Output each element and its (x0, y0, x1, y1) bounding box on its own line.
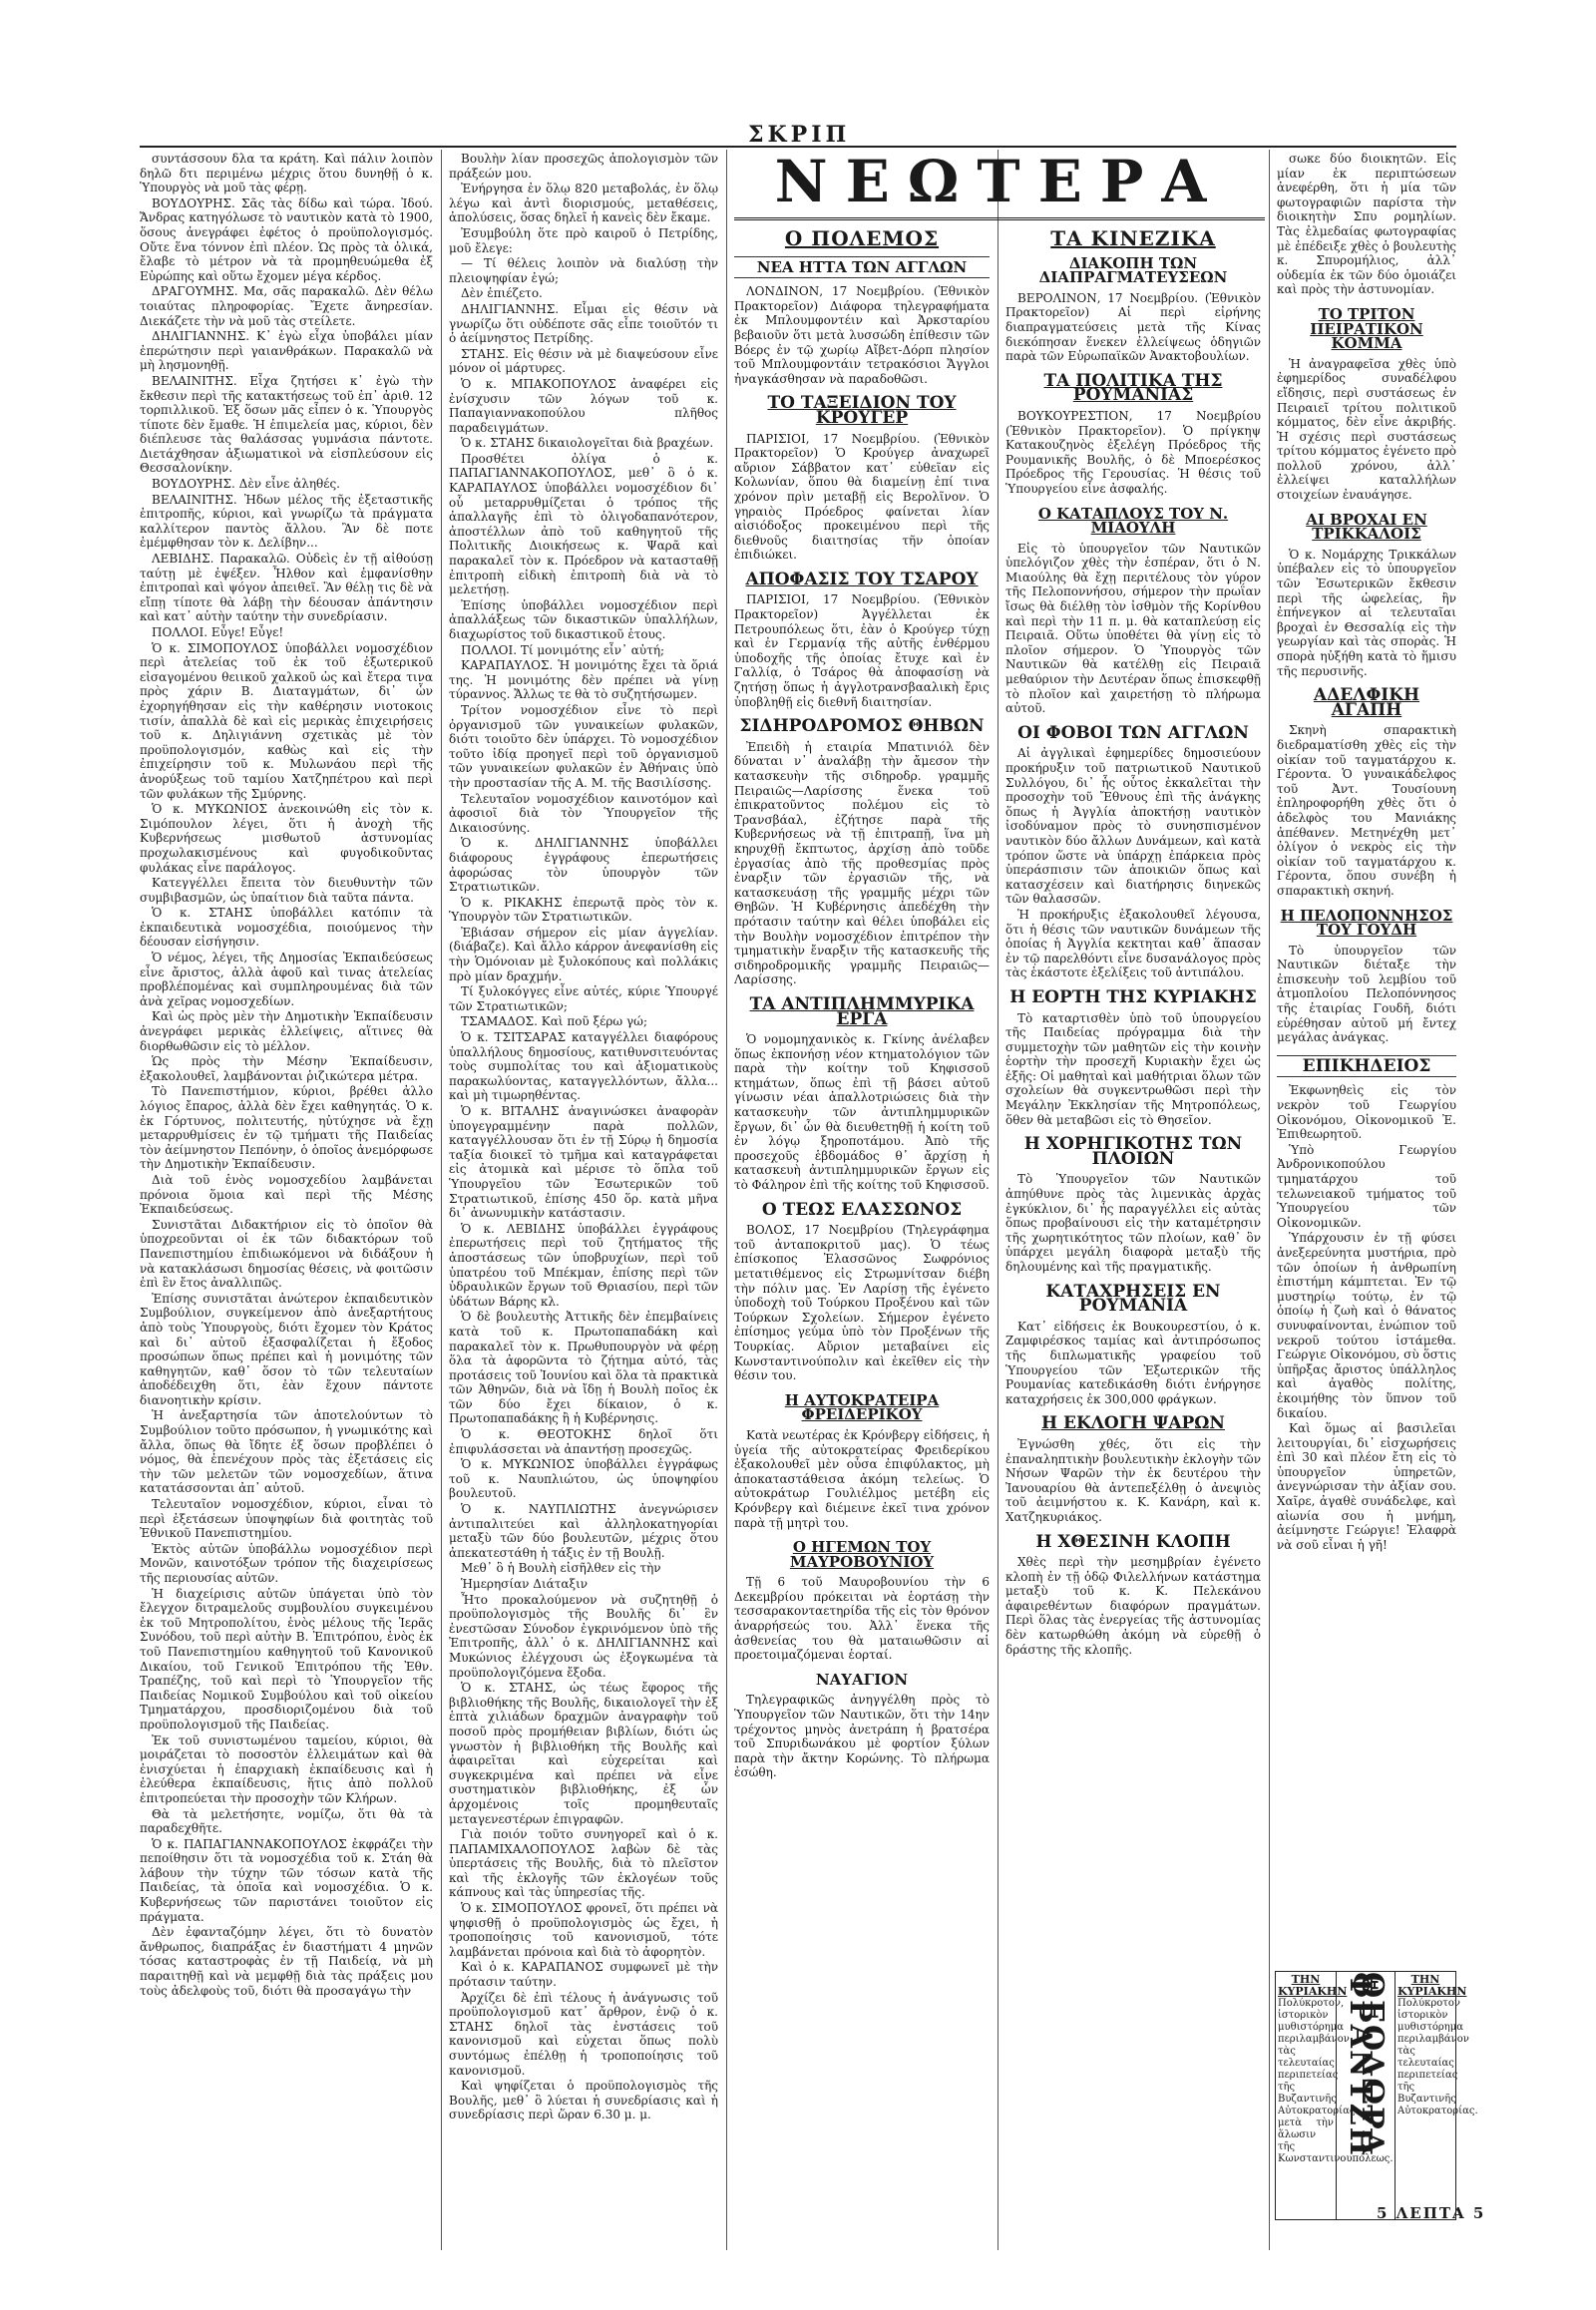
ad-right-title: ΤΗΝ ΚΥΡΙΑΚΗΝ (1397, 1973, 1467, 1998)
paragraph: Ἀρχίζει δὲ ἐπὶ τέλους ἡ ἀνάγνωσις τοῦ προϋπολογισμοῦ κατ᾽ ἄρθρον, ἐνῷ ὁ κ. ΣΤΑΗΣ δηλοῖ τὰς ἐνστάσεις τοῦ κανονισμοῦ καὶ εὐχεται ὅπως πολὺ συντόμως ἐπέλθῃ ἡ τροποποίησις τοῦ κανονισμοῦ. (449, 1990, 718, 2078)
headline-war: Ο ΠΟΛΕΜΟΣ (784, 226, 940, 250)
headline-sunday-feast: Η ΕΟΡΤΗ ΤΗΣ ΚΥΡΙΑΚΗΣ (1009, 986, 1257, 1007)
newspaper-name: ΣΚΡΙΠ (748, 122, 851, 148)
article-china: ΒΕΡΟΛΙΝΟΝ, 17 Νοεμβρίου. (Ἐθνικὸν Πρακτορεῖον) Αἱ περὶ εἰρήνης διαπραγματεύσεις μετὰ τῆς Κίνας διεκόπησαν ἕνεκεν ἐλλείψεως ὁδηγιῶν παρὰ τῶν Εὐρωπαϊκῶν Ἀνακτοβουλίων. (1005, 290, 1261, 364)
paragraph: Ἐνήργησα ἐν ὅλῳ 820 μεταβολάς, ἐν ὅλῳ λέγω καὶ ἀντὶ διορισμούς, μεταθέσεις, ἀπολύσεις, ὅσας δηλεῖ ἡ κανεὶς δὲν ἔκαμε. (449, 182, 718, 225)
article-column-5 (1277, 152, 1456, 1961)
page-header (140, 122, 1456, 148)
ad-vertical-title: ΘΕΟΔΩΡΑ ΦΡΑΝΤΖΗ (1343, 1972, 1390, 2157)
paragraph: Ὁ κ. ΝΑΥΠΛΙΩΤΗΣ ἀνεγνώρισεν ἀντιπαλιτεύει καὶ ἀλληλοκατηγορίαι μεταξὺ τῶν δύο βουλευτῶν, μέχρις ὅτου ἀπεκατεστάθη ἡ τάξις ἐν τῇ Βουλῇ. (449, 1502, 718, 1560)
article-brotherly-love: Σκηνὴ σπαρακτικὴ διεδραματίσθη χθὲς εἰς τὴν οἰκίαν τοῦ ταγματάρχου κ. Γέροντα. Ὁ γυναικάδελφος τοῦ Ἀντ. Τουσίουνη ἐπληροφορήθη χθὲς ὅτι ὁ ἀδελφὸς του Μανιάκης ἀπέθανεν. Μετηνέχθη μετ᾽ ὀλίγον ὁ νεκρὸς εἰς τὴν οἰκίαν τοῦ ταγματάρχου κ. Γέροντα, ὅπου συνέβη ἡ σπαρακτικὴ σκηνή. (1277, 723, 1456, 898)
paragraph: ΒΕΛΑΙΝΙΤΗΣ. Ἠδων μέλος τῆς ἐξεταστικῆς ἐπιτροπῆς, κύριοι, καὶ γνωρίζω τὰ πράγματα καλλίτερον παντὸς ἄλλου. Ἂν δὲ ποτε ἐμέμφθησαν τὸν κ. Δελίβην... (140, 492, 433, 551)
paragraph: Ὁ κ. ΘΕΟΤΟΚΗΣ δηλοῖ ὅτι ἐπιφυλάσσεται νὰ ἀπαντήσῃ προσεχῶς. (449, 1427, 718, 1456)
headline-empress: Η ΑΥΤΟΚΡΑΤΕΙΡΑ ΦΡΕΙΔΕΡΙΚΟΥ (784, 1390, 940, 1424)
headline-miaoulis: Ο ΚΑΤΑΠΛΟΥΣ ΤΟΥ Ν. ΜΙΑΟΥΛΗ (1037, 504, 1229, 538)
article-third-party: Ἡ ἀναγραφεῖσα χθὲς ὑπὸ ἐφημερίδος συναδέλφου εἴδησις, περὶ συστάσεως ἐν Πειραιεῖ τρίτου πολιτικοῦ κόμματος, δὲν εἶνε ἀκριβής. Ἡ σχέσις περὶ συστάσεως τρίτου κόμματος ἐγένετο πρὸ πολλοῦ χρόνου, ἀλλ᾽ ἐλλείψει καταλλήλων στοιχείων ἐναυάγησε. (1277, 356, 1456, 503)
article-ship-tonnage: Τὸ Ὑπουργεῖον τῶν Ναυτικῶν ἀπηύθυνε πρὸς τὰς λιμενικὰς ἀρχὰς ἐγκύκλιον, δι᾽ ἧς παραγγέλλει εἰς αὐτὰς ὅπως προβαίνουσι εἰς τὴν καταμέτρησιν τῆς χωρητικότητος τῶν πλοίων, καθ᾽ ὃν ὑπάρχει μεγάλη διαφορὰ μεταξὺ τῆς δηλουμένης καὶ τῆς πραγματικῆς. (1005, 1172, 1261, 1274)
headline-third-party: ΤΟ ΤΡΙΤΟΝ ΠΕΙΡΑΤΙΚΟΝ ΚΟΜΜΑ (1310, 304, 1423, 353)
paragraph: ΔΗΛΙΓΙΑΝΝΗΣ. Εἶμαι εἰς θέσιν νὰ γνωρίζω ὅτι οὐδέποτε σᾶς εἶπε τοιοῦτόν τι ὁ ἀείμνηστος Πετρίδης. (449, 301, 718, 346)
article-romania-abuses: Κατ᾽ εἰδήσεις ἐκ Βουκουρεστίου, ὁ κ. Ζαμφιρέσκος ταμίας καὶ ἀντιπρόσωπος τῆς διπλωματικῆς γραφείου τοῦ Ὑπουργείου τῶν Ἐξωτερικῶν τῆς Ρουμανίας κατεδικάσθη διότι ἐνήργησε καταχρήσεις ἐκ 300,000 φράγκων. (1005, 1319, 1261, 1406)
paragraph: Καὶ ὁ κ. ΚΑΡΑΠΑΝΟΣ συμφωνεῖ μὲ τὴν πρότασιν ταύτην. (449, 1960, 718, 1990)
paragraph: Ὁ νέμος, λέγει, τῆς Δημοσίας Ἐκπαιδεύσεως εἶνε ἄριστος, ἀλλὰ ἀφοῦ καὶ τινας ἀτελείας προβλέπομένας καὶ συμπληρουμένας διὰ τῶν ἀνὰ χεῖρας νομοσχεδίων. (140, 951, 433, 1008)
paragraph: Ὁ δὲ βουλευτὴς Ἀττικῆς δὲν ἐπεμβαίνεις κατὰ τοῦ κ. Πρωτοπαπαδάκη καὶ παρακαλεῖ τὸν κ. Πρωθυπουργὸν νὰ φέρῃ ὅλα τὰ ἀφορῶντα τὸ ζήτημα αὐτό, τὰς προτάσεις τοῦ Ἰουνίου καὶ ὅλα τὰ πρακτικὰ τῶν Ἀθηνῶν, διὰ νὰ ἴδῃ ἡ Βουλὴ ποῖος ἐκ τῶν δύο ἔχει δίκαιον, ὁ κ. Πρωτοπαπαδάκης ἢ ἡ Κυβέρνησις. (449, 1310, 718, 1426)
paragraph: Τελευταῖον νομοσχέδιον, κύριοι, εἶναι τὸ περὶ ἐξετάσεων ὑποψηφίων διὰ φοιτητὰς τοῦ Ἐθνικοῦ Πανεπιστημίου. (140, 1497, 433, 1541)
ad-price: 5 ΛΕΠΤΑ 5 (1377, 2204, 1486, 2222)
article-flood-works: Ὁ νομομηχανικὸς κ. Γκίνης ἀνέλαβεν ὅπως ἐκπονήσῃ νέον κτηματολόγιον τῶν παρὰ τὴν κοίτην τοῦ Κηφισσοῦ κτημάτων, ὅπως ἐπὶ τῇ βάσει αὐτοῦ γίνωσιν νέαι ἀπαλλοτριώσεις διὰ τὴν κατασκευὴν τῶν ἀντιπλημμυρικῶν ἔργων, δι᾽ ὧν θὰ διευθετηθῇ ἡ κοίτη τοῦ ἐν λόγῳ ξηροποτάμου. Ἀπὸ τῆς προσεχοῦς ἑβδομάδος θ᾽ ἄρχίσῃ ἡ κατασκευὴ ἀντιπλημμυρικῶν ἔργων εἰς τὸ Φάληρον ἐπὶ τῆς κοίτης τοῦ Κηφισσοῦ. (734, 1032, 990, 1193)
paragraph: Τρίτον νομοσχέδιον εἶνε τὸ περὶ ὀργανισμοῦ τῶν γυναικείων φυλακῶν, διότι τοιοῦτο δὲν ὑπάρχει. Τὸ νομοσχέδιον τοῦτο ἰδίᾳ προηγεῖ περὶ τοῦ ὀργανισμοῦ τῶν γυναικείων φυλακῶν ἐν Ἀθήναις ὑπὸ τὴν προστασίαν τῆς Α. Μ. τῆς Βασιλίσσης. (449, 702, 718, 790)
paragraph: Ἐπίσης συνιστᾶται ἀνώτερον ἐκπαιδευτικὸν Συμβούλιον, συγκείμενον ἀπὸ ἀνεξαρτήτους ἀπὸ τοὺς Ὑπουργοὺς, διότι ἔχομεν τὸν Κράτος καὶ δι᾽ αὐτοῦ ἐξασφαλίζεται ἡ ἔξοδος προσώπων ὅπως πρέπει καὶ ἡ μονιμότης τῶν καθηγητῶν, καθ᾽ ὅσον τὸ τῶν τελευταίων ἀποδέδειχθη ὅτι, ἐὰν ἔχουν πάντοτε διανοητικὴν κρίσιν. (140, 1291, 433, 1407)
subheadline-war: ΝΕΑ ΗΤΤΑ ΤΩΝ ΑΓΓΛΩΝ (734, 256, 990, 279)
paragraph: Ὁ κ. ΣΙΜΟΠΟΥΛΟΣ φρονεῖ, ὅτι πρέπει νὰ ψηφισθῇ ὁ προϋπολογισμὸς ὡς ἔχει, ἡ τροποποίησις τοῦ κανονισμοῦ, τότε λαμβάνεται πρόνοια καὶ διὰ τὸ ἀφορητὸν. (449, 1901, 718, 1959)
column-divider (441, 150, 442, 2250)
column-divider (726, 150, 727, 2250)
paragraph: Ὁ κ. ΣΤΑΗΣ, ὡς τέως ἔφορος τῆς βιβλιοθήκης τῆς Βουλῆς, δικαιολογεῖ τὴν ἐξ ἑπτὰ χιλιάδων δραχμῶν ἀναγραφὴν τοῦ ποσοῦ πρὸς προμήθειαν βιβλίων, διότι ὡς γνωστὸν ἡ βιβλιοθήκη τῆς Βουλῆς καὶ ἀφαιρεῖται καὶ εὑχερείται καὶ συγκεκριμένα καὶ πρέπει νὰ εἶνε συστηματικὸν βιβλιοθήκης, ἐξ ὧν ἀρχομένοις τοῖς προμηθευταῖς μεταγενεστέρων ἐπιγραφῶν. (449, 1681, 718, 1826)
article-thebes-railway: Ἐπειδὴ ἡ εταιρία Μπατινιόλ δὲν δύναται ν᾽ ἀναλάβῃ τὴν ἄμεσον τὴν κατασκευὴν τῆς σιδηροδρ. γραμμῆς Πειραιῶς—Λαρίσσης ἕνεκα τοῦ ἐπικρατοῦντος πολέμου εἰς τὸ Τρανσβάαλ, ἐζήτησε παρὰ τῆς Κυβερνήσεως νὰ τῇ ἐπιτραπῇ, ἵνα μὴ κηρυχθῇ ἔκπτωτος, ἀρχίσῃ ἀπὸ τοῦδε ἐργασίας ἀπὸ τῆς προθεσμίας πρὸς ἐναρξιν τῶν ἐργασιῶν τῆς, νὰ κατασκευάσῃ τῆς γραμμῆς μέχρι τῶν Θηβῶν. Ἡ Κυβέρνησις ἀπεδέχθη τὴν πρότασιν ταύτην καὶ θέλει ὑποβάλει εἰς τὴν Βουλὴν νομοσχέδιον ἐπιτρέπον τὴν τμηματικὴν ἔναρξιν τῆς κατασκευῆς τῆς σιδηροδρομικῆς γραμμῆς Πειραιῶς—Λαρίσσης. (734, 739, 990, 987)
paragraph: Ὁ κ. ΜΠΑΚΟΠΟΥΛΟΣ ἀναφέρει εἰς ἐνίσχυσιν τῶν λόγων τοῦ κ. Παπαγιαννακοπούλου πλῆθος παραδειγμάτων. (449, 376, 718, 435)
paragraph: Διὰ τοῦ ἑνὸς νομοσχεδίου λαμβάνεται πρόνοια ὅμοια καὶ περὶ τῆς Μέσης Ἐκπαιδεύσεως. (140, 1172, 433, 1217)
headline-china: ΤΑ ΚΙΝΕΖΙΚΑ (1050, 226, 1216, 250)
paragraph: Ὁ κ. ΔΗΛΙΓΙΑΝΝΗΣ ὑποβάλλει διάφορους ἐγγράφους ἐπερωτήσεις ἀφορώσας τὸν ὑπουργὸν τῶν Στρατιωτικῶν. (449, 836, 718, 895)
article-column-1 (140, 152, 433, 2250)
serial-advertisement (1275, 1971, 1478, 2220)
paragraph: Ὁ κ. ΣΙΜΟΠΟΥΛΟΣ ὑποβάλλει νομοσχέδιον περὶ ἀτελείας τοῦ ἐκ τοῦ ἐξωτερικοῦ εἰσαγομένου θειικοῦ χαλκοῦ ὡς καὶ ἔτερα τινα πρὸς χάριν Β. Διαταγμάτων, δι᾽ ὧν ἐχορηγήθησαν εἰς τὴν καθέρησιν νιοτοκοις τισίν, ἀπαλλὰ δὲ καὶ εἰς μερικὰς ἐπιχειρήσεις τοῦ κ. Δηλιγιάννη σχετικὰς μὲ τὸν προϋπολογισμόν, καθὼς καὶ εἰς τὴν ἐπιχείρησιν τοῦ κ. Μυλωνάου περὶ τῆς ἀνορύξεως τοῦ ταμίου Χατζηπέτρου καὶ περὶ τῶν φυλάκων τῆς Σμύρνης. (140, 640, 433, 801)
paragraph: Θὰ τὰ μελετήσητε, νομίζω, ὅτι θὰ τὰ παραδεχθῆτε. (140, 1806, 433, 1836)
headline-theft: Η ΧΘΕΣΙΝΗ ΚΛΟΠΗ (1035, 1531, 1231, 1552)
headline-english-fears: ΟΙ ΦΟΒΟΙ ΤΩΝ ΑΓΓΛΩΝ (1017, 722, 1249, 743)
paragraph: Ὁ κ. ΠΑΠΑΓΙΑΝΝΑΚΟΠΟΥΛΟΣ ἐκφράζει τὴν πεποίθησιν ὅτι τὰ νομοσχέδια τοῦ κ. Στάη θὰ λάβουν τὴν τύχην τῶν τόσων κατὰ τῆς Παιδείας, τὰ ὁποῖα καὶ νομοσχέδια. Ὁ κ. Κυβερνήσεως τῶν παριστάνει τοιοῦτον εἰς πράγματα. (140, 1836, 433, 1924)
ad-left-text: Πολύκροτον, ἱστορικὸν μυθιστόρημα περιλαμβάνον τὰς τελευταίας περιπετείας τῆς Βυζαντινῆς Αὐτοκρατορίας μετὰ τὴν ἅλωσιν τῆς Κωνσταντινουπόλεως. (1278, 1998, 1394, 2164)
headline-thebes-railway: ΣΙΔΗΡΟΔΡΟΜΟΣ ΘΗΒΩΝ (739, 716, 985, 737)
paragraph: Ἐκτὸς αὐτῶν ὑποβάλλω νομοσχέδιον περὶ Μονῶν, καινοτόξων τρόπον τῆς διαχειρίσεως τῆς περιουσίας αὐτῶν. (140, 1541, 433, 1585)
paragraph: Ἐπίσης ὑποβάλλει νομοσχέδιον περὶ ἀπαλλάξεως τῶν δικαστικῶν ὑπαλλήλων, διαχωρίστος τοῦ δικαστικοῦ ἐτους. (449, 597, 718, 641)
paragraph: Συνιστᾶται Διδακτήριον εἰς τὸ ὁποῖον θὰ ὑποχρεοῦνται οἱ ἐκ τῶν διδακτόρων τοῦ Πανεπιστημίου ἐπιδιωκόμενοι νὰ διδάξουν ἡ νὰ κατακλάσωσι δημοσίας θέσεις, νὰ φοιτῶσιν ἐπὶ ἓν ἔτος ἀναλλιπῶς. (140, 1217, 433, 1291)
paragraph: Τελευταῖον νομοσχέδιον καινοτόμον καὶ ἀφοσιοῖ διὰ τὸν Ὑπουργεῖον τῆς Δικαιοσύνης. (449, 791, 718, 835)
paragraph: Προσθέτει ὀλίγα ὁ κ. ΠΑΠΑΓΙΑΝΝΑΚΟΠΟΥΛΟΣ, μεθ᾽ ὃ ὁ κ. ΚΑΡΑΠΑΥΛΟΣ ὑποβάλλει νομοσχέδιον δι᾽ οὗ μεταρρυθμίζεται ὁ τρόπος τῆς ἀπαλλαγῆς ἐπὶ τὸ ὀλιγοδαπανότερον, ἀποστέλλων ἀπὸ τοῦ καθηγητοῦ τῆς Πολιτικῆς Διοικήσεως κ. Ψαρᾶ καὶ παρακαλεῖ τὸν κ. Πρόεδρον νὰ κατασταθῇ ἐπιτροπὴ εἰδικὴ ἐπιτροπὴ διὰ νὰ τὸ μελετήσῃ. (449, 451, 718, 597)
paragraph: ΣΤΑΗΣ. Εἰς θέσιν νὰ μὲ διαψεύσουν εἶνε μόνον οἱ μάρτυρες. (449, 346, 718, 376)
subheadline-china: ΔΙΑΚΟΠΗ ΤΩΝ ΔΙΑΠΡΑΓΜΑΤΕΥΣΕΩΝ (1038, 253, 1228, 287)
ad-center-panel (1336, 1972, 1396, 2219)
paragraph: Ἡ διαχείρισις αὐτῶν ὑπάγεται ὑπὸ τὸν ἔλεγχον διτραμελοῦς συμβουλίου συγκειμένου ἐκ τοῦ Μητροπολίτου, ἑνὸς μέλους τῆς Ἱερᾶς Συνόδου, τοῦ περὶ αὐτὴν Β. Ἐπιτρόπου, ἑνὸς ἐκ τοῦ Πανεπιστημίου καθηγητοῦ τοῦ Κανονικοῦ Δικαίου, τοῦ Γενικοῦ Ἐπιτρόπου τῆς Ἐθν. Τραπέζης, τοῦ καὶ περὶ τὸ Ὑπουργεῖον τῆς Παιδείας Νομικοῦ Συμβούλου καὶ τοῦ οἰκείου Τμηματάρχου, προσδιοριζομένου διὰ τοῦ προϋπολογισμοῦ τῆς Παιδείας. (140, 1586, 433, 1732)
paragraph: Ἡμερησίαν Διάταξιν (461, 1577, 589, 1591)
paragraph: Ὁ κ. ΒΙΤΑΛΗΣ ἀναγινώσκει ἀναφορὰν ὑπογεγραμμένην παρὰ πολλῶν, καταγγέλλουσαν ὅτι ἐν τῇ Σύρῳ ἡ δημοσία ταξία διοικεῖ τὸ τμῆμα καὶ καταγράφεται εἰς ἀτομικὰ καὶ μέρισε τὸ ὅπλα τοῦ Ὑπουργεῖου τῶν Ἐσωτερικῶν τοῦ Στρατιωτικοῦ, ἐπίσης 450 ὅρ. κατὰ μῆνα δι᾽ ἀνωνυμικὴν κατάστασιν. (449, 1104, 718, 1221)
headline-romania-abuses: ΚΑΤΑΧΡΗΣΕΙΣ ΕΝ ΡΟΥΜΑΝΙΑ (1045, 1281, 1221, 1317)
paragraph: ΒΕΛΑΙΝΙΤΗΣ. Εἶχα ζητήσει κ᾽ ἐγὼ τὴν ἔκθεσιν περὶ τῆς κατακτήσεως τοῦ ἐπ᾽ ἀριθ. 12 τορπιλλικοῦ. Ἐξ ὅσων μᾶς εἶπεν ὁ κ. Ὑπουργὸς τίποτε δὲν ἔμαθε. Ἡ ἐπιμελεία μας, κύριοι, δὲν διέπλευσε τὰς θαλάσσας γυμνάσια πάντοτε. Διετάχθησαν ἀξιωματικοὶ νὰ εἰσπλεύσουν εἰς Θεσσαλονίκην. (140, 373, 433, 476)
paragraph: Τὸ Πανεπιστήμιον, κύριοι, βρέθει ἀλλο λόγιος ἔπαρος, ἀλλὰ δὲν ἔχει καθηγητάς. Ὁ κ. ἐκ Γόρτυνος, πολιτευτής, ηὐτύχησε νὰ ἔχῃ μεταρρυθμίσεις ἐν τῷ τμήματι τῆς Παιδείας τὸν ἀείμνηστον Πεπόνην, ὁ ὁποῖος ἀνεμόρφωσε τὴν Δημοτικὴν Ἐκπαίδευσιν. (140, 1084, 433, 1172)
article-english-fears: Αἱ ἀγγλικαὶ ἐφημερίδες δημοσιεύουν προκήρυξιν τοῦ πατριωτικοῦ Ναυτικοῦ Συλλόγου, δι᾽ ἧς οὗτος ἐκκαλεῖται τὴν προσοχὴν τοῦ Ἔθνους ἐπὶ τῆς ἀνάγκης ὅπως ἡ Ἀγγλία ἀποκτήσῃ ναυτικὸν ἰσοδύναμον πρὸς τὸ συνησπισμένον ναυτικὸν δύο ἄλλων Δυνάμεων, καὶ κατὰ τρόπον ὥστε νὰ ὑπάρχῃ ἐπάρκεια πρὸς ὑπεράσπισιν τῶν ἀποικιῶν ὅπως καὶ κατασχέσειν καὶ διατήρησις διηνεκῶς τῶν θαλασσῶν. (1005, 746, 1261, 907)
headline-eulogy: ΕΠΙΚΗΔΕΙΟΣ (1277, 1055, 1456, 1078)
headline-montenegro: Ο ΗΓΕΜΩΝ ΤΟΥ ΜΑΥΡΟΒΟΥΝΙΟΥ (789, 1538, 935, 1571)
article-theft: Χθὲς περὶ τὴν μεσημβρίαν ἐγένετο κλοπὴ ἐν τῇ ὁδῷ Φιλελλήνων κατάστημα μεταξὺ τοῦ κ. Κ. Πελεκάνου ἀφαιρεθέντων διαφόρων πραγμάτων. Περὶ ὅλας τὰς ἐνεργείας τῆς ἀστυνομίας δὲν κατωρθώθη ἀκόμη νὰ εὑρεθῇ ὁ δράστης τῆς κλοπῆς. (1005, 1555, 1261, 1657)
headline-brotherly-love: ΑΔΕΛΦΙΚΗ ΑΓΑΠΗ (1313, 685, 1420, 720)
article-romania-politics: ΒΟΥΚΟΥΡΕΣΤΙΟΝ, 17 Νοεμβρίου (Ἐθνικὸν Πρακτορεῖον). Ὁ πρίγκηψ Κατακουζηνὸς ἐξελέγη Πρόεδρος τῆς Ρουμανικῆς Βουλῆς, ὁ δὲ Μποερέσκος Πρόεδρος τῆς Γερουσίας. Ἡ θέσις τοῦ Ὑπουργείου εἶνε ἀσφαλής. (1005, 408, 1261, 496)
paragraph: Ὁ κ. ΤΣΙΤΣΑΡΑΣ καταγγέλλει διαφόρους ὑπαλλήλους δημοσίους, κατιθυνσιτευόντας τοὺς συμπολίτας του καὶ ἀξιοματικοὺς παρακωλύοντας, καταγγελλόντων, ἄλλα... καὶ μὴ τιμωρηθέντας. (449, 1030, 718, 1103)
paragraph: — Τί θέλεις λοιπὸν νὰ διαλύσῃ τὴν πλειοψηφίαν ἐγώ; (449, 256, 718, 285)
eulogy-body: Ὑπάρχουσιν ἐν τῇ φύσει ἀνεξερεύνητα μυστήρια, πρὸ τῶν ὁποίων ἡ ἀνθρωπίνη ἐπιστήμη κάμπτεται. Ἐν τῷ μυστηρίῳ τούτῳ, ἐν τῷ ὁποίῳ ἡ ζωὴ καὶ ὁ θάνατος συνυφαίνονται, ἐνώπιον τοῦ νεκροῦ τούτου ἱστάμεθα. Γεώργιε Οἰκονόμου, σὺ ὅστις ὑπῆρξας ἄριστος ὑπάλληλος καὶ ἀγαθὸς πολίτης, ἐκοιμήθης τὸν ὕπνον τοῦ δικαίου. (1277, 1231, 1456, 1420)
headline-goudis: Η ΠΕΛΟΠΟΝΝΗΣΟΣ ΤΟΥ ΓΟΥΔΗ (1280, 906, 1453, 940)
column-divider (1269, 150, 1270, 2250)
paragraph: Ἐσυμβούλη ὅτε πρὸ καιροῦ ὁ Πετρίδης, μοῦ ἔλεγε: (449, 225, 718, 255)
paragraph: Ὁ κ. ΡΙΚΑΚΗΣ ἐπερωτᾷ πρὸς τὸν κ. Ὑπουργὸν τῶν Στρατιωτικῶν. (449, 895, 718, 925)
article-trikala-rains: Ὁ κ. Νομάρχης Τρικκάλων ὑπέβαλεν εἰς τὸ ὑπουργεῖον τῶν Ἐσωτερικῶν ἔκθεσιν περὶ τῆς ὠφελείας, ἣν ἐπήνεγκον αἱ τελευταῖαι βροχαὶ ἐν Θεσσαλίᾳ εἰς τὴν γεωργίαν καὶ τὰς σπορὰς. Ἡ σπορὰ ηὐξήθη κατὰ τὸ ἥμισυ τῆς περυσινῆς. (1277, 547, 1456, 678)
paragraph: Ἡ ἀνεξαρτησία τῶν ἀποτελούντων τὸ Συμβούλιον τοῦτο πρόσωπον, ἡ γνωμικότης καὶ ἄλλα, ὅπως θὰ ἴδητε ἐξ ὅσων προβλέπει ὁ νόμος, θὰ ἐπενέχουν πρὸς τὰς ἐξετάσεις εἰς τὴν τῶν μελετῶν τῶν νομοσχεδίων, ἅτινα κατατάσσονται ἀπ᾽ αὐτοῦ. (140, 1408, 433, 1496)
headline-tsar: ΑΠΟΦΑΣΙΣ ΤΟΥ ΤΣΑΡΟΥ (745, 569, 979, 589)
paragraph: Ὁ κ. ΜΥΚΩΝΙΟΣ ἀνεκοινώθη εἰς τὸν κ. Σιμόπουλον λέγει, ὅτι ἡ ἀνοχὴ τῆς Κυβερνήσεως μισθωτοῦ ἀστυνομίας προχωλακισμένους καὶ φυγοδικοῦντας φυλάκας εἶνε παράλογος. (140, 802, 433, 875)
paragraph: ΒΟΥΔΟΥΡΗΣ. Σᾶς τὰς δίδω καὶ τώρα. Ἰδού. Ἄνδρας κατηγόλωσε τὸ ναυτικὸν κατὰ τὸ 1900, ὅσους ἀνεγράφει ἐφέτος ὁ προϋπολογισμός. Οὔτε ἕνα τόννον ἐπὶ πλέον. Ὡς πρὸς τὰ ὀλικά, ἔλαβε τὸ μέτρον νὰ τὰ προμηθευώμεθα ἐξ Εὐρώπης καὶ οὕτω ἔχομεν μέγα κέρδος. (140, 195, 433, 283)
headline-shipwreck: ΝΑΥΑΓΙΟΝ (815, 1670, 909, 1689)
paragraph: Ὁ κ. ΜΥΚΩΝΙΟΣ ὑποβάλλει ἐγγράφως τοῦ κ. Ναυπλιώτου, ὡς ὑποψηφίου βουλευτοῦ. (449, 1457, 718, 1501)
article-kruger-trip: ΠΑΡΙΣΙΟΙ, 17 Νοεμβρίου. (Ἐθνικὸν Πρακτορεῖον) Ὁ Κρούγερ ἀναχωρεῖ αὔριον Σάββατον κατ᾽ εὐθεῖαν εἰς Κολωνίαν, ὅπου θὰ διαμείνῃ ἐπί τινα χρόνον πρὶν μεταβῇ εἰς Βερολῖνον. Ὁ γηραιὸς Πρόεδρος φαίνεται λίαν αἰσιόδοξος προκειμένου περὶ τῆς διεθνοῦς διαιτησίας τῆν ὁποίαν ἐπιδιώκει. (734, 431, 990, 563)
paragraph: Καὶ ὡς πρὸς μὲν τὴν Δημοτικὴν Ἐκπαίδευσιν ἀνεγράφει μερικὰς ἐλλείψεις, αἵτινες θὰ διορθωθῶσιν εἰς τὸ μέλλον. (140, 1009, 433, 1053)
headline-romania-politics: ΤΑ ΠΟΛΙΤΙΚΑ ΤΗΣ ΡΟΥΜΑΝΙΑΣ (1043, 370, 1223, 406)
paragraph: Ἐκ τοῦ συνιστωμένου ταμείου, κύριοι, θὰ μοιράζεται τὸ ποσοστὸν ἐλλειμάτων καὶ θὰ ἐνισχύεται ἡ ἐπαρχιακὴ ἐκπαίδευσις καὶ ἡ ἐλεύθερα ἐκπαίδευσις, ἥτις ἀπὸ πολλοῦ ἐπιτροπεύεται τὴν προσοχὴν τῶν Κλήρων. (140, 1732, 433, 1805)
article-montenegro: Τῇ 6 τοῦ Μαυροβουνίου τὴν 6 Δεκεμβρίου πρόκειται νὰ ἑορτάσῃ τὴν τεσσαρακονταετηρίδα τῆς εἰς τὸν θρόνον ἀναρρήσεώς του. Ἀλλ᾽ ἕνεκα τῆς ἀσθενείας του θὰ ματαιωθῶσιν αἱ προετοιμαζόμεναι ἑορταί. (734, 1575, 990, 1663)
article-column-3 (734, 221, 990, 2250)
paragraph: ΒΟΥΔΟΥΡΗΣ. Δὲν εἶνε ἀληθές. (152, 477, 340, 492)
paragraph: Γιὰ ποιόν τοῦτο συνηγορεῖ καὶ ὁ κ. ΠΑΠΑΜΙΧΑΛΟΠΟΥΛΟΣ λαβὼν δὲ τὰς ὑπερτάσεις τῆς Βουλῆς, διὰ τὸ πλεῖστον καὶ τῆς ἐκλογῆς τῶν ἐκλογέων τοῦς κάπνους καὶ τὰς ὑπηρεσίας τῆς. (449, 1827, 718, 1900)
article-continued: σωκε δύο διοικητῶν. Εἰς μίαν ἐκ περιπτώσεων ἀνεφέρθη, ὅτι ἡ μία τῶν φωτογραφιῶν παρίστα τὴν διοικητὴν Σπυ ρομηλίων. Τὰς ἐλμεδαίας φωτογραφίας μὲ ἐπέδειξε χθὲς ὁ βουλευτὴς κ. Σπυρομήλιος, ἀλλ᾽ οὐδεμία ἐκ τῶν δύο ὁμοιάζει καὶ πρὸς τὴν ἀστυνομίαν. (1277, 152, 1456, 297)
paragraph: ΔΗΛΙΓΙΑΝΝΗΣ. Κ᾽ ἐγὼ εἶχα ὑποβάλει μίαν ἐπερώτησιν περὶ γαιανθράκων. Παρακαλῶ νὰ μὴ λησμονηθῇ. (140, 329, 433, 373)
eulogy-closing: Καὶ ὅμως αἱ βασιλεῖαι λειτουργίαι, δι᾽ εἰσχωρήσεις ἐπὶ 30 καὶ πλέον ἔτη εἰς τὸ ὑπουργεῖον ὑπηρετῶν, ἀνεγνώρισαν τὴν ἀξίαν σου. Χαῖρε, ἀγαθὲ συνάδελφε, καὶ αἰωνία σου ἡ μνήμη, ἀείμνηστε Γεώργιε! Ἐλαφρὰ νὰ σοῦ εἶναι ἡ γῆ! (1277, 1421, 1456, 1552)
article-psara-election: Ἐγνώσθη χθές, ὅτι εἰς τὴν ἐπαναληπτικὴν βουλευτικὴν ἐκλογὴν τῶν Νήσων Ψαρῶν τὴν ἐκ δευτέρου τὴν Ἰανουαρίου θὰ ἀντεπεξέλθῃ ὁ ἀνεψιὸς τοῦ ἀειμνήστου κ. Κ. Κανάρη, καὶ κ. Χατζηκυριάκος. (1005, 1436, 1261, 1524)
paragraph: Ὁ κ. ΛΕΒΙΔΗΣ ὑποβάλλει ἐγγράφους ἐπερωτήσεις περὶ τοῦ ζητήματος τῆς ἀποστάσεως τῶν ὑποβρυχίων, περὶ τοῦ ὑπατρέου τοῦ Μπέκμαν, ἐπίσης περὶ τῶν ὑδραυλικῶν ἔργων τοῦ Θριασίου, περὶ τῶν ὑδάτων Βάρης κλ. (449, 1221, 718, 1309)
article-bishop: ΒΟΛΟΣ, 17 Νοεμβρίου (Τηλεγράφημα τοῦ ἀνταποκριτοῦ μας). Ὁ τέως ἐπίσκοπος Ἐλασσῶνος Σωφρόνιος μετατιθέμενος εἰς Στρωμνίτσαν διέβη τὴν πόλιν μας. Ἐν Λαρίσῃ τῆς ἐγένετο ὑποδοχὴ τοῦ Τούρκου Προξένου καὶ τῶν Τούρκων Σχολείων. Σήμερον ἐγένετο ἐπίσημος γεύμα ὑπὸ τὸν Προξένων τῆς Τουρκίας. Αὔριον μεταβαίνει εἰς Κωνσταντινούπολιν καὶ ἐκεῖθεν εἰς τὴν θέσιν του. (734, 1223, 990, 1383)
paragraph: Ἐβιάσαν σήμερον εἰς μίαν ἀγγελίαν. (διάβαζε). Καὶ ἄλλο κάρρον ἀνεφανίσθη εἰς τὴν Ὁμόνοιαν μὲ ξυλοκόπους καὶ πολλάκις πρὸ μίαν δραχμήν. (449, 925, 718, 983)
headline-kruger-trip: ΤΟ ΤΑΞΕΙΔΙΟΝ ΤΟΥ ΚΡΟΥΓΕΡ (767, 393, 957, 428)
paragraph: ΠΟΛΛΟΙ. Εὖγε! Εὖγε! (152, 625, 284, 639)
paragraph: Ὡς πρὸς τὴν Μέσην Ἐκπαίδευσιν, ἐξακολουθεῖ, λαμβάνονται ῥιζικώτερα μέτρα. (140, 1054, 433, 1083)
banner-rule (734, 217, 1265, 220)
article-shipwreck: Τηλεγραφικῶς ἀνηγγέλθη πρὸς τὸ Ὑπουργεῖον τῶν Ναυτικῶν, ὅτι τὴν 14ην τρέχοντος μηνὸς ἀνετράπη ἡ βρατσέρα τοῦ Σπυριδωνάκου μὲ φορτίον ξύλων παρὰ τὴν ἄκτην Κορώνης. Τὸ πλήρωμα ἐσώθη. (734, 1693, 990, 1780)
news-banner: ΝΕΩΤΕΡΑ (774, 148, 1225, 215)
headline-psara-election: Η ΕΚΛΟΓΗ ΨΑΡΩΝ (1041, 1413, 1225, 1434)
ad-right-text: Πολύκροτον ἱστορικὸν μυθιστόρημα περιλαμβάνον τὰς τελευταίας περιπετείας τῆς Βυζαντινῆς Αὐτοκρατορίας. (1397, 1998, 1478, 2117)
article-war: ΛΟΝΔΙΝΟΝ, 17 Νοεμβρίου. (Ἐθνικὸν Πρακτορεῖον) Διάφορα τηλεγραφήματα ἐκ Μπλουμφοντέιν καὶ Ἀρκσταρίου βεβαιοῦν ὅτι μετὰ λυσσώδη ἐπίθεσιν τῶν Βόερς ἐν τῷ χωρίῳ Αἴβετ-Δόρπ πλησίον τοῦ Μπλουμφοντάιν τετρακόσιοι Ἄγγλοι ἠναγκάσθησαν νὰ παραδοθῶσι. (734, 284, 990, 386)
paragraph: Δὲν ἐπιέζετο. (461, 286, 543, 301)
eulogy-author: Ὑπὸ Γεωργίου Ἀνδρονικοπούλου τμηματάρχου τοῦ τελωνειακοῦ τμήματος τοῦ Ὑπουργείου τῶν Οἰκονομικῶν. (1277, 1142, 1456, 1230)
paragraph: Τί ξυλοκόγγες εἶνε αὐτές, κύριε Ὑπουργέ τῶν Στρατιωτικῶν; (449, 984, 718, 1013)
headline-bishop: Ο ΤΕΩΣ ΕΛΑΣΣΩΝΟΣ (761, 1199, 963, 1220)
paragraph: ΚΑΡΑΠΑΥΛΟΣ. Ἡ μονιμότης ἔχει τὰ ὅριά της. Ἡ μονιμότης δὲν πρέπει νὰ γίνῃ τύραννος. Ἄλλως τε θὰ τὸ συζητήσωμεν. (449, 658, 718, 702)
paragraph: Βουλὴν λίαν προσεχῶς ἀπολογισμὸν τῶν πράξεών μου. (449, 152, 718, 181)
article-sunday-feast: Τὸ καταρτισθὲν ὑπὸ τοῦ ὑπουργείου τῆς Παιδείας πρόγραμμα διὰ τὴν συμμετοχὴν τῶν μαθητῶν εἰς τὴν κοινὴν ἑορτὴν τὴν προσεχῆ Κυριακὴν ἔχει ὡς ἑξῆς: Οἱ μαθηταὶ καὶ μαθήτριαι ὅλων τῶν σχολείων θὰ συγκεντρωθῶσι περὶ τὴν Μεγάλην Ἐκκλησίαν τῆς Μητροπόλεως, ὅθεν θὰ μεταβῶσι εἰς τὸ Θησεῖον. (1005, 1010, 1261, 1127)
ad-left-title: ΤΗΝ ΚΥΡΙΑΚΗΝ (1278, 1973, 1348, 1998)
article-miaoulis: Εἰς τὸ ὑπουργεῖον τῶν Ναυτικῶν ὑπελόγιζον χθὲς τὴν ἑσπέραν, ὅτι ὁ Ν. Μιαούλης θὰ ἔχῃ περιτέλους τὸν γύρον τῆς Πελοποννήσου, σήμερον τὴν πρωΐαν ἴσως θὰ διέλθῃ τὸν ἰσθμὸν τῆς Κορίνθου καὶ περὶ τὴν 11 π. μ. θὰ καταπλεύσῃ εἰς Πειραιᾶ. Οὕτω ὑποθέτει θὰ γίνῃ εἰς τὸ πλοῖον σήμερον. Ὁ Ὑπουργὸς τῶν Ναυτικῶν θὰ κατέλθῃ εἰς Πειραιᾶ μεθαύριον τὴν Δευτέραν ὅπως ἐπισκεφθῇ τὸ πλοῖον καὶ χαιρετήσῃ τὸ πλήρωμα αὐτοῦ. (1005, 541, 1261, 716)
paragraph: Ὁ κ. ΣΤΑΗΣ ὑποβάλλει κατόπιν τὰ ἐκπαιδευτικὰ νομοσχέδια, ποιούμενος τὴν δέουσαν εἰσήγησιν. (140, 906, 433, 950)
article-goudis: Τὸ ὑπουργεῖον τῶν Ναυτικῶν διέταξε τὴν ἐπισκευὴν τοῦ λεμβίου τοῦ ἀτμοπλοίου Πελοπόννησος τῆς ἑταιρίας Γουδῆ, διότι εὑρέθησαν αὐτοῦ μή ἔντεχ μεγάλας ἀνάγκας. (1277, 943, 1456, 1045)
headline-ship-tonnage: Η ΧΟΡΗΓΙΚΟΤΗΣ ΤΩΝ ΠΛΟΙΩΝ (1023, 1134, 1243, 1169)
article-tsar: ΠΑΡΙΣΙΟΙ, 17 Νοεμβρίου. (Ἐθνικὸν Πρακτορεῖον) Ἀγγέλλεται ἐκ Πετρουπόλεως ὅτι, ἐὰν ὁ Κρούγερ τύχῃ καὶ ἐν Γερμανίᾳ τῆς αὐτῆς ἐνθέρμου ὑποδοχῆς τῆς ὁποίας ἔτυχε καὶ ἐν Γαλλίᾳ, ὁ Τσάρος θὰ ἀποφασίσῃ νὰ ζητήσῃ ὅπως ἡ ἀγγλοτρανσβααλικὴ ἔρις ὑποβληθῇ εἰς διεθνῆ διαιτησίαν. (734, 592, 990, 709)
paragraph: συντάσσουν δλα τα κράτη. Καὶ πάλιν λοιπὸν δηλῶ δτι περιμένω μέχρις ὅτου δυνηθῇ ὁ κ. Ὑπουργὸς νὰ μοῦ τὰς φέρῃ. (140, 152, 433, 195)
paragraph: Μεθ᾽ ὃ ἡ Βουλὴ εἰσῆλθεν εἰς τὴν (461, 1561, 661, 1576)
article-column-4 (1005, 221, 1261, 2250)
paragraph: ΠΟΛΛΟΙ. Τί μονιμότης εἶν᾽ αὐτή; (461, 642, 665, 657)
article-empress: Κατὰ νεωτέρας ἐκ Κρόνβεργ εἰδήσεις, ἡ ὑγεία τῆς αὐτοκρατείρας Φρειδερίκου ἐξακολουθεῖ μὲν οὖσα ἐπιφύλακτος, μὴ ἀποκαταστάθεισα ἀκόμη τελείως. Ὁ αὐτοκράτωρ Γουλιέλμος μετέβη εἰς Κρόνβεργ καὶ διέμεινε ἐκεῖ τινα χρόνον παρὰ τῇ μητρὶ του. (734, 1427, 990, 1530)
headline-flood-works: ΤΑ ΑΝΤΙΠΛΗΜΜΥΡΙΚΑ ΕΡΓΑ (749, 993, 975, 1029)
article-english-fears-2: Ἡ προκήρυξις ἐξακολουθεῖ λέγουσα, ὅτι ἡ θέσις τῶν ναυτικῶν δυνάμεων τῆς ὁποίας ἡ Ἀγγλία κεκτηται καθ᾽ ἅπασαν ἐν τῷ παρελθόντι εἶνε δυσανάλογος πρὸς τὰς ἑκάστοτε ἐξελίξεις τοῦ ἀντιπάλου. (1005, 907, 1261, 980)
paragraph: ΛΕΒΙΔΗΣ. Παρακαλῶ. Οὐδεὶς ἐν τῇ αἰθούσῃ ταύτῃ μὲ ἐψέξεν. Ἦλθον καὶ ἐμφανίσθην ἐπιτροπαὶ καὶ ψόγον ἀπειθεῖ. Ἂν θέλῃ τις δὲ νὰ εἴπῃ τίποτε θὰ λάβῃ τὴν δέουσαν ἀπάντησιν καὶ κατ᾽ αὐτὴν ταύτην τὴν συνεδρίασιν. (140, 552, 433, 624)
eulogy-intro: Ἐκφωνηθεὶς εἰς τὸν νεκρὸν τοῦ Γεωργίου Οἰκονόμου, Οἰκονομικοῦ Ἐ. Ἐπιθεωρητοῦ. (1277, 1083, 1456, 1142)
headline-trikala-rains: ΑΙ ΒΡΟΧΑΙ ΕΝ ΤΡΙΚΚΑΛΟΙΣ (1306, 510, 1427, 544)
paragraph: Ἦτο προκαλούμενον νὰ συζητηθῇ ὁ προϋπολογισμὸς τῆς Βουλῆς δι᾽ ἓν ἐνεστῶσαν Σύνοδον ἐγκρινόμενον ὑπὸ τῆς Ἐπιτροπῆς, ἀλλ᾽ ὁ κ. ΔΗΛΙΓΙΑΝΝΗΣ καὶ Μυκώνιος ἐλέγχουσι ὡς ἐξογκωμένα τὰ προϋπολογιζόμενα ἔξοδα. (449, 1592, 718, 1680)
paragraph: Κατεγγέλλει ἔπειτα τὸν διευθυντὴν τῶν συμβιβασμῶν, ὡς ὑπαίτιον διὰ ταῦτα πάντα. (140, 876, 433, 905)
paragraph: Καὶ ψηφίζεται ὁ προϋπολογισμὸς τῆς Βουλῆς, μεθ᾽ ὃ λύεται ἡ συνεδρίασις καὶ ἡ συνεδρίασις περὶ ὥραν 6.30 μ. μ. (449, 2079, 718, 2122)
paragraph: Δὲν ἐφανταζόμην λέγει, ὅτι τὸ δυνατὸν ἄνθρωπος, διαπράξας ἐν διαστήματι 4 μηνῶν τόσας καταστροφὰς ἐν τῇ Παιδείᾳ, νὰ μὴ παραιτηθῇ καὶ νὰ μεμφθῇ διὰ τὰς πράξεις μου τοὺς ἀδελφοὺς τοῦ, διότι θὰ προσαγάγω τὴν (140, 1925, 433, 1998)
paragraph: Ὁ κ. ΣΤΑΗΣ δικαιολογεῖται διὰ βραχέων. (461, 436, 714, 451)
article-column-2 (449, 152, 718, 2250)
paragraph: ΤΣΑΜΑΔΟΣ. Καὶ ποῦ ξέρω γώ; (461, 1014, 648, 1029)
paragraph: ΔΡΑΓΟΥΜΗΣ. Μα, σᾶς παρακαλῶ. Δὲν θέλω τοιαύτας πληροφορίας. Ἔχετε ἄνηρεσίαν. Διεκάζετε τὴν νὰ μοῦ τὰς στείλετε. (140, 284, 433, 328)
